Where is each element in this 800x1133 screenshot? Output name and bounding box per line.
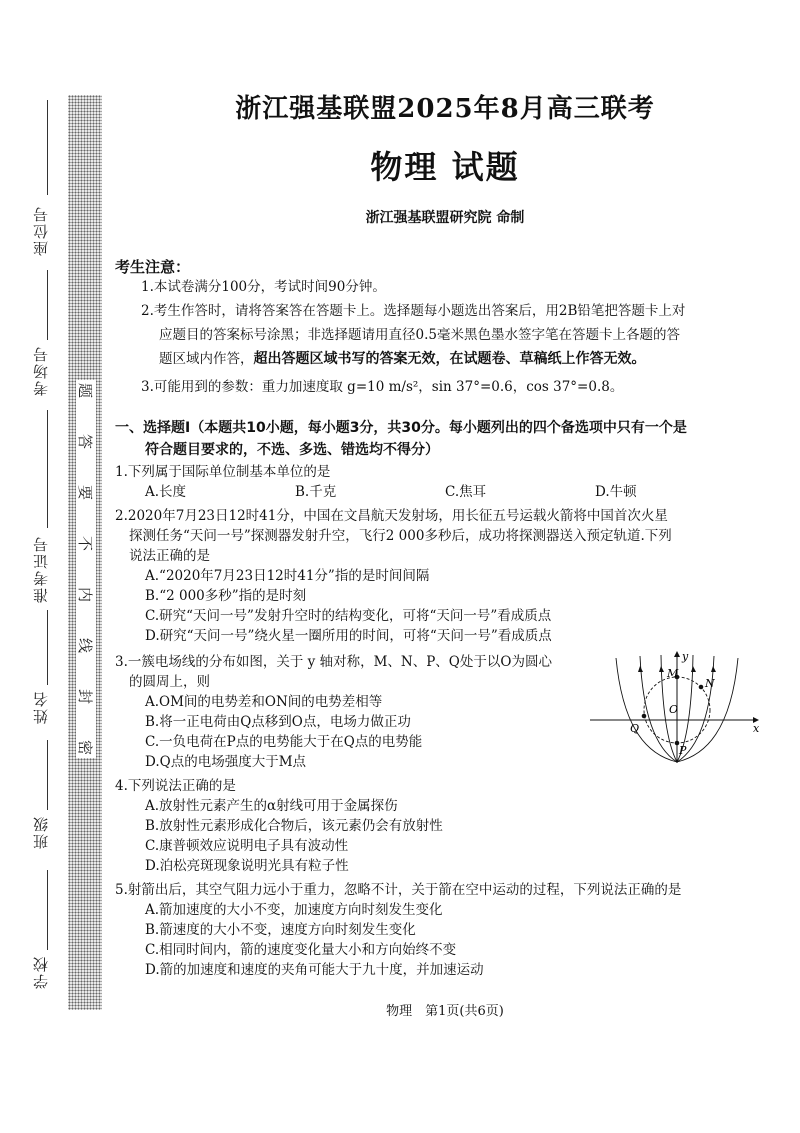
page-footer: 物理 第1页(共6页) bbox=[386, 1004, 504, 1019]
section-1-line-1: 一、选择题Ⅰ（本题共10小题，每小题3分，共30分。每小题列出的四个备选项中只有一个是 bbox=[115, 420, 687, 436]
seat-number-line bbox=[47, 100, 48, 195]
field-arrow bbox=[691, 666, 696, 672]
label-q: Q bbox=[630, 722, 640, 735]
notice-emphasis: 超出答题区域书写的答案无效，在试题卷、草稿纸上作答无效。 bbox=[253, 351, 646, 367]
option-b: B.千克 bbox=[295, 484, 337, 500]
seal-text-strip bbox=[76, 380, 96, 758]
exam-room-line bbox=[47, 270, 48, 340]
label-o: O bbox=[669, 703, 679, 716]
admission-number-line bbox=[47, 410, 48, 528]
notice-item-1: 1.本试卷满分100分，考试时间90分钟。 bbox=[141, 279, 386, 295]
option-c: C.康普顿效应说明电子具有波动性 bbox=[145, 838, 349, 854]
question-2-stem-2: 探测任务“天问一号”探测器发射升空，飞行2 000多秒后，成功将探测器送入预定轨道.下列 bbox=[129, 528, 672, 544]
seat-number-label: 座位号 bbox=[32, 205, 50, 256]
option-c: C.研究“天问一号”发射升空时的结构变化，可将“天问一号”看成质点 bbox=[145, 608, 552, 624]
question-2-stem-1: 2.2020年7月23日12时41分，中国在文昌航天发射场，用长征五号运载火箭将中国首次火星 bbox=[115, 508, 668, 524]
option-d: D.Q点的电场强度大于M点 bbox=[145, 754, 307, 770]
question-5-stem: 5.射箭出后，其空气阻力远小于重力，忽略不计，关于箭在空中运动的过程，下列说法正确的是 bbox=[115, 882, 682, 898]
point-n bbox=[699, 685, 704, 690]
question-2-stem-3: 说法正确的是 bbox=[129, 548, 210, 564]
name-line bbox=[47, 610, 48, 685]
notice-item-2-line-3 bbox=[141, 349, 753, 369]
section-1-heading bbox=[115, 417, 775, 461]
binding-margin bbox=[0, 0, 68, 1133]
option-d: D.箭的加速度和速度的夹角可能大于九十度，并加速运动 bbox=[145, 962, 484, 978]
option-b: B.箭速度的大小不变，速度方向时刻发生变化 bbox=[145, 922, 416, 938]
option-b: B.将一正电荷由Q点移到O点，电场力做正功 bbox=[145, 714, 411, 730]
question-4 bbox=[115, 776, 775, 876]
option-a: A.OM间的电势差和ON间的电势差相等 bbox=[145, 694, 383, 710]
label-n: N bbox=[705, 677, 715, 690]
admission-number-label: 准考证号 bbox=[32, 535, 50, 603]
section-1-line-2: 符合题目要求的，不选、多选、错选均不得分） bbox=[145, 442, 439, 458]
seal-char: 内 bbox=[76, 586, 95, 603]
notice-item-2-line-2: 应题目的答案标号涂黑；非选择题请用直径0.5毫米黑色墨水签字笔在答题卡上各题的答 bbox=[159, 327, 680, 343]
publisher: 浙江强基联盟研究院 命制 bbox=[365, 210, 525, 226]
option-a: A.放射性元素产生的α射线可用于金属探伤 bbox=[145, 798, 398, 814]
point-q bbox=[642, 714, 647, 719]
question-1-stem: 1.下列属于国际单位制基本单位的是 bbox=[115, 464, 331, 480]
seal-char: 答 bbox=[76, 433, 95, 450]
label-p: P bbox=[679, 744, 687, 757]
question-1 bbox=[115, 462, 775, 502]
subject-title: 物理 试题 bbox=[370, 148, 520, 186]
label-m: M bbox=[667, 667, 679, 680]
field-lines-figure bbox=[588, 650, 763, 765]
option-d: D.研究“天问一号”绕火星一圈所用的时间，可将“天问一号”看成质点 bbox=[145, 628, 552, 644]
question-1-options bbox=[115, 482, 775, 502]
option-b: B.“2 000多秒”指的是时刻 bbox=[145, 588, 307, 604]
seal-char: 要 bbox=[76, 484, 95, 501]
option-d: D.牛顿 bbox=[595, 484, 637, 500]
option-c: C.焦耳 bbox=[445, 484, 487, 500]
class-label: 班级 bbox=[32, 815, 50, 849]
notice-item-2-line-1: 2.考生作答时，请将答案答在答题卡上。选择题每小题选出答案后，用2B铅笔把答题卡上对 bbox=[141, 303, 686, 319]
seal-char: 线 bbox=[76, 637, 95, 654]
question-2 bbox=[115, 506, 775, 646]
option-d: D.泊松亮斑现象说明光具有粒子性 bbox=[145, 858, 349, 874]
label-x: x bbox=[753, 722, 760, 735]
notice-item-2-line-3a: 题区域内作答， bbox=[159, 351, 254, 367]
name-label: 姓名 bbox=[32, 690, 50, 724]
seal-char: 题 bbox=[76, 382, 95, 399]
option-b: B.放射性元素形成化合物后，该元素仍会有放射性 bbox=[145, 818, 443, 834]
notice-list bbox=[141, 277, 753, 397]
question-5 bbox=[115, 880, 775, 980]
option-a: A.长度 bbox=[145, 484, 187, 500]
option-c: C.相同时间内，箭的速度变化量大小和方向始终不变 bbox=[145, 942, 457, 958]
option-a: A.箭加速度的大小不变，加速度方向时刻发生变化 bbox=[145, 902, 443, 918]
notice-item-3: 3.可能用到的参数：重力加速度取 g=10 m/s²，sin 37°=0.6，cos 37°=0.8。 bbox=[141, 379, 624, 395]
school-line bbox=[47, 870, 48, 950]
question-4-stem: 4.下列说法正确的是 bbox=[115, 778, 236, 794]
seal-char: 封 bbox=[76, 688, 95, 705]
option-c: C.一负电荷在P点的电势能大于在Q点的电势能 bbox=[145, 734, 423, 750]
exam-room-label: 考场号 bbox=[32, 345, 50, 396]
option-a: A.“2020年7月23日12时41分”指的是时间间隔 bbox=[145, 568, 430, 584]
seal-char: 密 bbox=[76, 739, 95, 756]
question-3-stem-1: 3.一簇电场线的分布如图，关于 y 轴对称，M、N、P、Q处于以O为圆心 bbox=[115, 654, 552, 670]
question-3-stem-2: 的圆周上，则 bbox=[129, 674, 210, 690]
label-y: y bbox=[682, 650, 689, 663]
notice-heading: 考生注意： bbox=[115, 258, 191, 276]
exam-title: 浙江强基联盟2025年8月高三联考 bbox=[235, 94, 655, 124]
class-line bbox=[47, 740, 48, 810]
school-label: 学校 bbox=[32, 955, 50, 989]
seal-char: 不 bbox=[76, 535, 95, 552]
